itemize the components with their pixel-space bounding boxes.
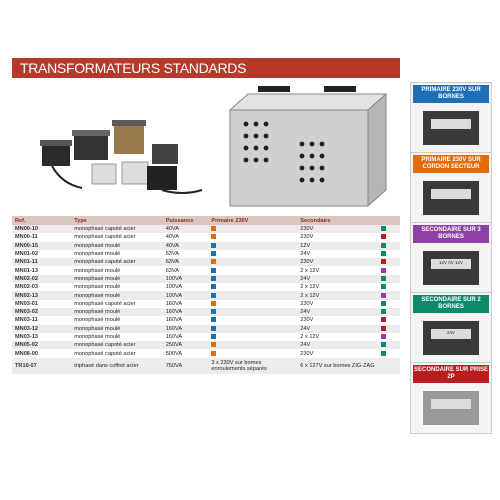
primaire-cell: [208, 233, 297, 241]
side-panel-label: PRIMAIRE 230V SUR CORDON SECTEUR: [413, 155, 489, 173]
type-cell: monophasé moulé: [71, 283, 162, 291]
secondaire-cell: 24V: [297, 250, 378, 258]
type-cell: monophasé capoté acier: [71, 349, 162, 357]
secondaire-color-cell: [378, 316, 400, 324]
secondaire-cell: 230V: [297, 349, 378, 357]
side-panel-label: SECONDAIRE SUR 3 BORNES: [413, 225, 489, 243]
table-row: [12, 308, 400, 316]
puissance-cell: 750VA: [163, 358, 209, 374]
type-cell: triphasé dans coffret acier: [71, 358, 162, 374]
table-row: [12, 349, 400, 357]
puissance-cell: 250VA: [163, 341, 209, 349]
type-cell: monophasé capoté acier: [71, 258, 162, 266]
puissance-cell: 40VA: [163, 242, 209, 250]
secondaire-color-cell: [378, 225, 400, 233]
secondaire-cell: 2 x 12V: [297, 333, 378, 341]
primaire-cell: [208, 333, 297, 341]
side-panel-label: SECONDAIRE SUR PRISE 2P: [413, 365, 489, 383]
secondaire-cell: 230V: [297, 316, 378, 324]
transformer-table: [12, 216, 400, 374]
type-cell: monophasé moulé: [71, 250, 162, 258]
puissance-cell: 63VA: [163, 258, 209, 266]
table-row: [12, 250, 400, 258]
col-type: Type: [71, 216, 162, 225]
type-cell: monophasé capoté acier: [71, 341, 162, 349]
ref-cell: MN02-13: [12, 291, 71, 299]
secondaire-cell: 12V: [297, 242, 378, 250]
secondaire-cell: 6 x 127V sur bornes ZIG-ZAG: [297, 358, 378, 374]
primaire-color-swatch: [211, 309, 216, 314]
type-cell: monophasé moulé: [71, 266, 162, 274]
table-row: [12, 233, 400, 241]
ref-cell: MN02-03: [12, 283, 71, 291]
primaire-color-swatch: [211, 342, 216, 347]
puissance-cell: 160VA: [163, 300, 209, 308]
primaire-cell: [208, 291, 297, 299]
puissance-cell: 40VA: [163, 225, 209, 233]
secondaire-color-swatch: [381, 326, 386, 331]
puissance-cell: 100VA: [163, 291, 209, 299]
primaire-cell: [208, 316, 297, 324]
secondaire-cell: 24V: [297, 308, 378, 316]
secondaire-color-swatch: [381, 301, 386, 306]
primaire-color-swatch: [211, 276, 216, 281]
ref-cell: MN02-02: [12, 275, 71, 283]
primaire-cell: [208, 300, 297, 308]
ref-cell: MN03-11: [12, 316, 71, 324]
table-row: [12, 225, 400, 233]
primaire-cell: 3 x 230V sur bornes enroulements séparés: [208, 358, 297, 374]
ref-cell: MN00-10: [12, 225, 71, 233]
table-row: [12, 275, 400, 283]
terminal-photo: [411, 83, 491, 153]
col-ref: Ref.: [12, 216, 71, 225]
terminal-marking: 24V: [446, 330, 455, 335]
puissance-cell: 500VA: [163, 349, 209, 357]
secondaire-cell: 230V: [297, 300, 378, 308]
section-title: TRANSFORMATEURS STANDARDS: [20, 60, 247, 76]
primaire-cell: [208, 308, 297, 316]
table-row: [12, 316, 400, 324]
side-panel: [410, 82, 492, 154]
primaire-cell: [208, 266, 297, 274]
ref-cell: MN08-00: [12, 349, 71, 357]
ref-cell: MN03-12: [12, 325, 71, 333]
primaire-color-swatch: [211, 293, 216, 298]
type-cell: monophasé moulé: [71, 291, 162, 299]
type-cell: monophasé moulé: [71, 325, 162, 333]
table-row: [12, 358, 400, 374]
secondaire-color-swatch: [381, 234, 386, 239]
secondaire-color-swatch: [381, 334, 386, 339]
table-row: [12, 266, 400, 274]
secondaire-color-cell: [378, 242, 400, 250]
terminal-photo: [411, 363, 491, 433]
primaire-cell: [208, 283, 297, 291]
terminal-marking: 12V 0V 12V: [438, 260, 464, 265]
secondaire-color-cell: [378, 291, 400, 299]
secondaire-cell: 230V: [297, 233, 378, 241]
secondaire-color-cell: [378, 266, 400, 274]
secondaire-color-cell: [378, 341, 400, 349]
col-secondaire: Secondaire: [297, 216, 378, 225]
secondaire-color-cell: [378, 258, 400, 266]
primaire-color-swatch: [211, 317, 216, 322]
primaire-color-swatch: [211, 301, 216, 306]
secondaire-color-cell: [378, 358, 400, 374]
table-row: [12, 242, 400, 250]
primaire-color-swatch: [211, 251, 216, 256]
secondaire-cell: 24V: [297, 325, 378, 333]
side-panel: [410, 222, 492, 294]
secondaire-color-cell: [378, 349, 400, 357]
ref-cell: TR10-07: [12, 358, 71, 374]
type-cell: monophasé capoté acier: [71, 233, 162, 241]
secondaire-color-cell: [378, 300, 400, 308]
col-puissance: Puissance: [163, 216, 209, 225]
steel-enclosure-illustration: [230, 86, 386, 206]
table-row: [12, 341, 400, 349]
primaire-cell: [208, 275, 297, 283]
secondaire-color-swatch: [381, 293, 386, 298]
ref-cell: MN03-02: [12, 308, 71, 316]
primaire-color-swatch: [211, 234, 216, 239]
ref-cell: MN01-13: [12, 266, 71, 274]
type-cell: monophasé moulé: [71, 275, 162, 283]
secondaire-color-swatch: [381, 309, 386, 314]
secondaire-cell: 2 x 12V: [297, 291, 378, 299]
primaire-color-swatch: [211, 284, 216, 289]
secondaire-color-cell: [378, 283, 400, 291]
side-panel: [410, 152, 492, 224]
secondaire-color-cell: [378, 250, 400, 258]
primaire-cell: [208, 349, 297, 357]
primaire-color-swatch: [211, 226, 216, 231]
type-cell: monophasé moulé: [71, 316, 162, 324]
puissance-cell: 160VA: [163, 333, 209, 341]
puissance-cell: 100VA: [163, 275, 209, 283]
secondaire-color-cell: [378, 275, 400, 283]
terminal-photo: [411, 223, 491, 293]
side-panel: [410, 362, 492, 434]
type-cell: monophasé moulé: [71, 333, 162, 341]
type-cell: monophasé moulé: [71, 308, 162, 316]
secondaire-color-swatch: [381, 276, 386, 281]
primaire-cell: [208, 250, 297, 258]
primaire-color-swatch: [211, 351, 216, 356]
table-row: [12, 325, 400, 333]
primaire-cell: [208, 325, 297, 333]
puissance-cell: 63VA: [163, 266, 209, 274]
ref-cell: MN00-15: [12, 242, 71, 250]
secondaire-cell: 24V: [297, 341, 378, 349]
secondaire-cell: 230V: [297, 258, 378, 266]
primaire-color-swatch: [211, 268, 216, 273]
side-panel-label: PRIMAIRE 230V SUR BORNES: [413, 85, 489, 103]
product-photo: [12, 84, 400, 210]
side-panel: [410, 292, 492, 364]
secondaire-color-swatch: [381, 243, 386, 248]
table-row: [12, 258, 400, 266]
table-row: [12, 291, 400, 299]
secondaire-cell: 24V: [297, 275, 378, 283]
secondaire-color-swatch: [381, 284, 386, 289]
primaire-color-swatch: [211, 326, 216, 331]
primaire-color-swatch: [211, 334, 216, 339]
secondaire-color-cell: [378, 325, 400, 333]
puissance-cell: 40VA: [163, 233, 209, 241]
puissance-cell: 160VA: [163, 308, 209, 316]
secondaire-color-swatch: [381, 342, 386, 347]
terminal-photo: [411, 153, 491, 223]
table-row: [12, 283, 400, 291]
secondaire-color-cell: [378, 333, 400, 341]
col-primaire: Primaire 230V: [208, 216, 297, 225]
puissance-cell: 160VA: [163, 325, 209, 333]
puissance-cell: 63VA: [163, 250, 209, 258]
table-header-row: [12, 216, 400, 225]
ref-cell: MN00-11: [12, 233, 71, 241]
secondaire-color-swatch: [381, 268, 386, 273]
primaire-color-swatch: [211, 243, 216, 248]
type-cell: monophasé capoté acier: [71, 300, 162, 308]
type-cell: monophasé capoté acier: [71, 225, 162, 233]
ref-cell: MN01-02: [12, 250, 71, 258]
secondaire-cell: 2 x 12V: [297, 283, 378, 291]
secondaire-color-cell: [378, 308, 400, 316]
table-row: [12, 300, 400, 308]
primaire-color-swatch: [211, 259, 216, 264]
primaire-cell: [208, 341, 297, 349]
table-row: [12, 333, 400, 341]
secondaire-color-swatch: [381, 251, 386, 256]
ref-cell: MN01-11: [12, 258, 71, 266]
ref-cell: MN03-01: [12, 300, 71, 308]
secondaire-color-swatch: [381, 259, 386, 264]
secondaire-cell: 2 x 12V: [297, 266, 378, 274]
secondaire-color-swatch: [381, 351, 386, 356]
puissance-cell: 100VA: [163, 283, 209, 291]
primaire-cell: [208, 225, 297, 233]
type-cell: monophasé moulé: [71, 242, 162, 250]
secondaire-color-cell: [378, 233, 400, 241]
col-secondaire-color: [378, 216, 400, 225]
ref-cell: MN03-13: [12, 333, 71, 341]
terminal-photo: [411, 293, 491, 363]
section-title-bar: [12, 58, 400, 78]
side-panel-label: SECONDAIRE SUR 2 BORNES: [413, 295, 489, 313]
puissance-cell: 160VA: [163, 316, 209, 324]
ref-cell: MN05-02: [12, 341, 71, 349]
secondaire-color-swatch: [381, 226, 386, 231]
primaire-cell: [208, 258, 297, 266]
secondaire-cell: 230V: [297, 225, 378, 233]
secondaire-color-swatch: [381, 317, 386, 322]
primaire-cell: [208, 242, 297, 250]
